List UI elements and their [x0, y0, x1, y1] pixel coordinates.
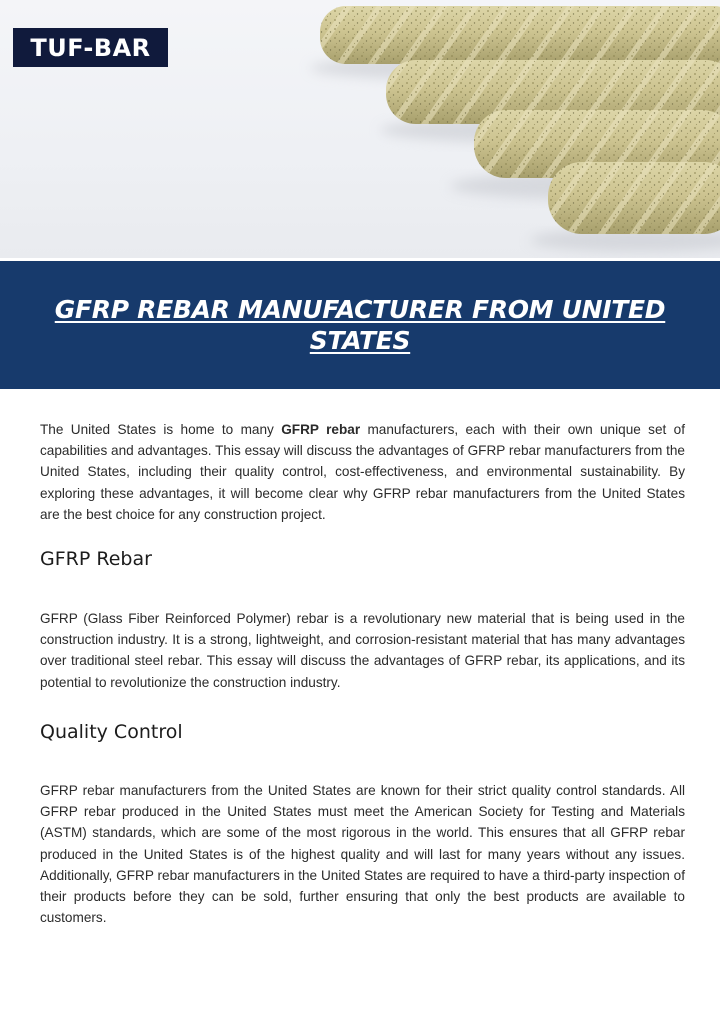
title-banner — [0, 261, 720, 389]
section-paragraph-gfrp-rebar: GFRP (Glass Fiber Reinforced Polymer) rebar is a revolutionary new material that is being used in the construction industry. It is a strong, lightweight, and corrosion-resistant material that has many advantages over traditional steel rebar. This essay will discuss the advantages of GFRP rebar, its applications, and its potential to revolutionize the construction industry. — [40, 611, 685, 690]
intro-text-start: The United States is home to many — [40, 422, 282, 437]
section-heading-gfrp-rebar: GFRP Rebar — [40, 548, 152, 570]
hero-image — [0, 0, 720, 258]
section-heading-quality-control: Quality Control — [40, 721, 183, 743]
intro-text-rest: manufacturers, each with their own unique set of capabilities and advantages. This essay will discuss the advantages of GFRP rebar manufacturers from the United States, including their quality control, cost-effectiveness, and environmental sustainability. By exploring these advantages, it will become clear why GFRP rebar manufacturers from the United States are the best choice for any construction project. — [40, 422, 686, 522]
page-title: GFRP REBAR MANUFACTURER FROM UNITED STATES — [54, 295, 666, 355]
logo-text: TUF-BAR — [30, 33, 151, 62]
section-paragraph-quality-control: GFRP rebar manufacturers from the United States are known for their strict quality control standards. All GFRP rebar produced in the United States must meet the American Society for Testing and Materials (ASTM) standards, which are some of the most rigorous in the world. This ensures that all GFRP rebar produced in the United States is of the highest quality and will last for many years without any issues. Additionally, GFRP rebar manufacturers in the United States are required to have a third-party inspection of their products before they can be sold, further ensuring that only the best products are available to customers. — [40, 783, 685, 926]
intro-bold-term: GFRP rebar — [281, 422, 361, 437]
tuf-bar-logo — [13, 28, 168, 67]
rebar-rod — [530, 162, 720, 252]
intro-paragraph — [40, 419, 685, 525]
